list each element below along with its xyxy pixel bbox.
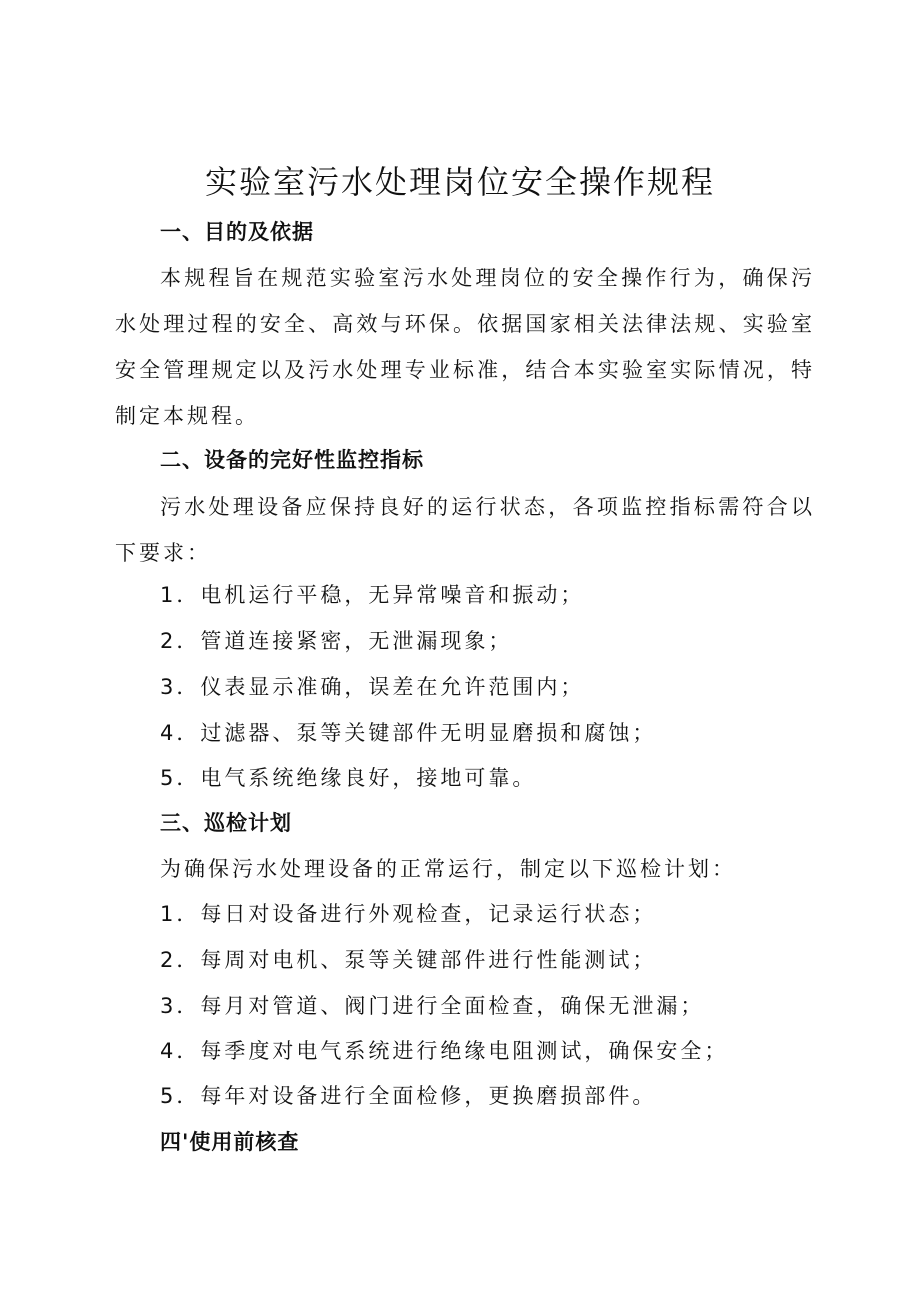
document-title: 实验室污水处理岗位安全操作规程 xyxy=(204,163,715,201)
section-paragraph-purpose: 本规程旨在规范实验室污水处理岗位的安全操作行为，确保污水处理过程的安全、高效与环保。依据国家相关法律法规、实验室安全管理规定以及污水处理专业标准，结合本实验室实际情况，特制定本规程。 xyxy=(115,266,815,428)
section-heading-precheck: 四'使用前核查 xyxy=(160,1130,300,1154)
list-item: 1．电机运行平稳，无异常噪音和振动； xyxy=(160,583,585,607)
list-item: 1．每日对设备进行外观检查，记录运行状态； xyxy=(160,902,657,926)
section-paragraph-monitoring: 污水处理设备应保持良好的运行状态，各项监控指标需符合以下要求： xyxy=(115,495,815,565)
list-item: 2．管道连接紧密，无泄漏现象； xyxy=(160,629,513,653)
section-heading-inspection: 三、巡检计划 xyxy=(160,811,292,835)
list-item: 4．每季度对电气系统进行绝缘电阻测试，确保安全； xyxy=(160,1039,729,1063)
list-item: 4．过滤器、泵等关键部件无明显磨损和腐蚀； xyxy=(160,721,657,745)
list-item: 3．仪表显示准确，误差在允许范围内； xyxy=(160,675,585,699)
list-item: 2．每周对电机、泵等关键部件进行性能测试； xyxy=(160,948,657,972)
list-item: 5．每年对设备进行全面检修，更换磨损部件。 xyxy=(160,1084,657,1108)
section-heading-purpose: 一、目的及依据 xyxy=(160,220,314,244)
list-item: 3．每月对管道、阀门进行全面检查，确保无泄漏； xyxy=(160,994,705,1018)
section-paragraph-inspection: 为确保污水处理设备的正常运行，制定以下巡检计划： xyxy=(160,857,736,881)
section-heading-monitoring: 二、设备的完好性监控指标 xyxy=(160,448,424,472)
list-item: 5．电气系统绝缘良好，接地可靠。 xyxy=(160,766,537,790)
